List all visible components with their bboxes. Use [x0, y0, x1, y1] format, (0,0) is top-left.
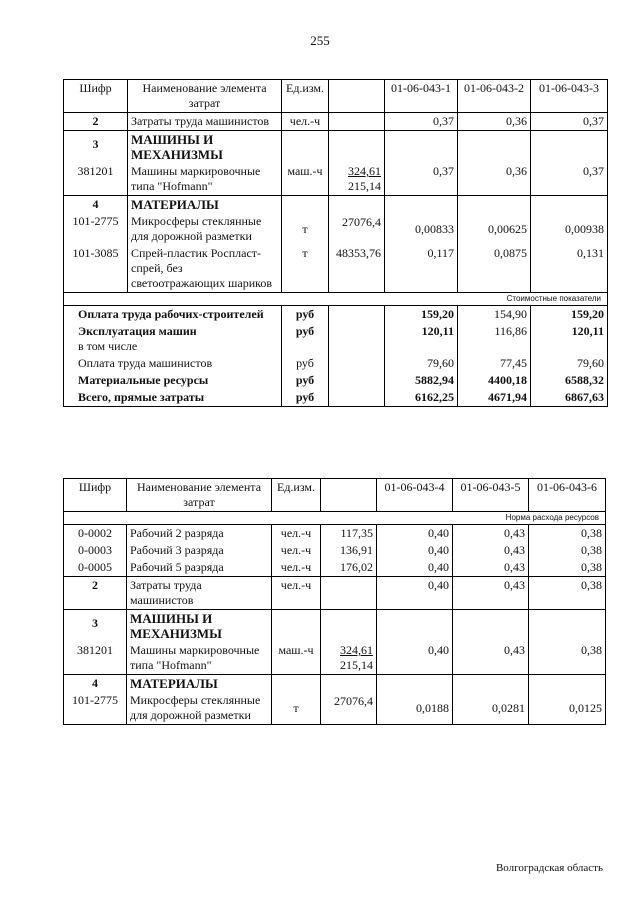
row-value-2: 0,36	[458, 163, 531, 196]
row-unit: т	[282, 213, 329, 245]
row-price	[329, 113, 385, 131]
row-value-3: 0,38	[529, 577, 606, 610]
section-code: 3	[64, 610, 127, 643]
row-value-1: 0,40	[377, 559, 453, 577]
row-unit: чел.-ч	[272, 559, 321, 577]
row-code: 0-0005	[64, 559, 127, 577]
cost-unit: руб	[282, 323, 329, 355]
row-value-2: 0,43	[453, 525, 529, 543]
row-value-2: 0,43	[453, 559, 529, 577]
row-value-2: 0,36	[458, 113, 531, 131]
resource-table-2	[63, 478, 606, 725]
row-code: 0-0003	[64, 542, 127, 559]
row-unit: т	[282, 245, 329, 293]
row-code: 101-3085	[64, 245, 128, 293]
cost-value-1: 79,60	[385, 355, 458, 372]
row-value-1: 0,40	[377, 577, 453, 610]
col-header-code-2: 01-06-043-2	[458, 80, 531, 113]
cost-banner-row	[64, 293, 608, 306]
cost-value-1: 5882,94	[385, 372, 458, 389]
cost-label: Материальные ресурсы	[64, 372, 282, 389]
row-name: Машины маркировочные типа "Hofmann"	[127, 642, 272, 675]
row-value-1: 0,40	[377, 542, 453, 559]
row-code: 381201	[64, 163, 128, 196]
row-value-2: 0,43	[453, 577, 529, 610]
col-header-unit: Ед.изм.	[272, 479, 321, 512]
cost-row	[64, 323, 608, 355]
row-name: Микросферы стеклянные для дорожной разметки	[127, 692, 272, 725]
cost-unit: руб	[282, 306, 329, 324]
row-value-2: 0,00625	[458, 213, 531, 245]
row-unit: чел.-ч	[272, 542, 321, 559]
row-value-1: 0,37	[385, 113, 458, 131]
cost-sublabel: в том числе	[78, 339, 138, 353]
cost-value-3: 6588,32	[531, 372, 608, 389]
price-top: 324,61	[340, 643, 373, 657]
row-code: 0-0002	[64, 525, 127, 543]
row-value-1: 0,40	[377, 642, 453, 675]
row-value-2: 0,0875	[458, 245, 531, 293]
table-header	[64, 479, 606, 512]
price-top: 324,61	[348, 164, 381, 178]
row-name: Затраты труда машинистов	[128, 113, 282, 131]
row-unit: маш.-ч	[272, 642, 321, 675]
section-title: МАТЕРИАЛЫ	[128, 196, 282, 214]
cost-value-2: 4400,18	[458, 372, 531, 389]
cost-value-2: 154,90	[458, 306, 531, 324]
table-row	[64, 525, 606, 543]
cost-value-3: 79,60	[531, 355, 608, 372]
section-machines	[64, 610, 606, 643]
row-unit: маш.-ч	[282, 163, 329, 196]
row-name: Затраты труда машинистов	[127, 577, 272, 610]
row-name: Спрей-пластик Роспласт-спрей, без светоотражающих шариков	[128, 245, 282, 293]
table-row	[64, 245, 608, 293]
row-value-3: 0,37	[531, 113, 608, 131]
row-value-1: 0,00833	[385, 213, 458, 245]
row-code: 2	[64, 113, 128, 131]
price-bottom: 215,14	[340, 658, 373, 672]
table-row	[64, 692, 606, 725]
section-title: МАШИНЫ И МЕХАНИЗМЫ	[127, 610, 272, 643]
cost-row	[64, 306, 608, 324]
row-price: 27076,4	[329, 213, 385, 245]
cost-value-1: 120,11	[385, 323, 458, 355]
col-header-price	[329, 80, 385, 113]
row-value-3: 0,38	[529, 559, 606, 577]
row-name: Рабочий 5 разряда	[127, 559, 272, 577]
cost-value-2: 4671,94	[458, 389, 531, 407]
section-materials	[64, 675, 606, 693]
page-number: 255	[310, 33, 330, 48]
cost-value-3: 120,11	[531, 323, 608, 355]
row-name: Машины маркировочные типа "Hofmann"	[128, 163, 282, 196]
cost-label: Всего, прямые затраты	[64, 389, 282, 407]
cost-row	[64, 355, 608, 372]
row-price: 27076,4	[321, 692, 377, 725]
row-code: 2	[64, 577, 127, 610]
section-title: МАШИНЫ И МЕХАНИЗМЫ	[128, 131, 282, 164]
col-header-name: Наименование элемента затрат	[128, 80, 282, 113]
cost-value-2: 116,86	[458, 323, 531, 355]
footer-region: Волгоградская область	[495, 862, 603, 874]
section-title: МАТЕРИАЛЫ	[127, 675, 272, 693]
col-header-code: Шифр	[64, 80, 128, 113]
cost-row	[64, 372, 608, 389]
table-row	[64, 213, 608, 245]
table-row	[64, 113, 608, 131]
row-value-3: 0,37	[531, 163, 608, 196]
cost-unit: руб	[282, 372, 329, 389]
row-price: 48353,76	[329, 245, 385, 293]
section-machines	[64, 131, 608, 164]
row-value-1: 0,40	[377, 525, 453, 543]
cost-unit: руб	[282, 355, 329, 372]
row-code: 101-2775	[64, 213, 128, 245]
table-row	[64, 642, 606, 675]
table-row	[64, 577, 606, 610]
row-value-1: 0,37	[385, 163, 458, 196]
col-header-code-3: 01-06-043-3	[531, 80, 608, 113]
row-value-3: 0,38	[529, 542, 606, 559]
col-header-code-1: 01-06-043-1	[385, 80, 458, 113]
section-code: 4	[64, 675, 127, 693]
row-value-1: 0,117	[385, 245, 458, 293]
table-row	[64, 559, 606, 577]
cost-label: Эксплуатация машин	[78, 324, 197, 338]
cost-label: Оплата труда рабочих-строителей	[64, 306, 282, 324]
col-header-code-5: 01-06-043-5	[453, 479, 529, 512]
col-header-code-4: 01-06-043-4	[377, 479, 453, 512]
row-price	[321, 642, 377, 675]
resource-table-1	[63, 79, 608, 407]
row-value-2: 0,43	[453, 542, 529, 559]
row-unit: т	[272, 692, 321, 725]
cost-label-cell	[64, 323, 282, 355]
row-code: 381201	[64, 642, 127, 675]
col-header-name: Наименование элемента затрат	[127, 479, 272, 512]
row-value-2: 0,0281	[453, 692, 529, 725]
cost-value-3: 6867,63	[531, 389, 608, 407]
cost-value-1: 159,20	[385, 306, 458, 324]
table-row	[64, 163, 608, 196]
row-unit: чел.-ч	[282, 113, 329, 131]
row-name: Микросферы стеклянные для дорожной разметки	[128, 213, 282, 245]
row-price	[321, 577, 377, 610]
row-price: 117,35	[321, 525, 377, 543]
price-bottom: 215,14	[348, 179, 381, 193]
row-name: Рабочий 2 разряда	[127, 525, 272, 543]
row-unit: чел.-ч	[272, 577, 321, 610]
row-value-3: 0,38	[529, 525, 606, 543]
section-code: 4	[64, 196, 128, 214]
row-value-3: 0,00938	[531, 213, 608, 245]
cost-row	[64, 389, 608, 407]
col-header-price	[321, 479, 377, 512]
cost-value-3: 159,20	[531, 306, 608, 324]
cost-unit: руб	[282, 389, 329, 407]
row-price: 176,02	[321, 559, 377, 577]
row-value-1: 0,0188	[377, 692, 453, 725]
row-value-3: 0,0125	[529, 692, 606, 725]
col-header-unit: Ед.изм.	[282, 80, 329, 113]
cost-value-2: 77,45	[458, 355, 531, 372]
row-name: Рабочий 3 разряда	[127, 542, 272, 559]
row-unit: чел.-ч	[272, 525, 321, 543]
row-code: 101-2775	[64, 692, 127, 725]
cost-value-1: 6162,25	[385, 389, 458, 407]
row-value-3: 0,38	[529, 642, 606, 675]
cost-banner: Стоимостные показатели	[64, 293, 608, 306]
row-price: 136,91	[321, 542, 377, 559]
col-header-code-6: 01-06-043-6	[529, 479, 606, 512]
row-price	[329, 163, 385, 196]
cost-label: Оплата труда машинистов	[64, 355, 282, 372]
col-header-code: Шифр	[64, 479, 127, 512]
table-header	[64, 80, 608, 113]
table-row	[64, 542, 606, 559]
row-value-3: 0,131	[531, 245, 608, 293]
section-materials	[64, 196, 608, 214]
section-code: 3	[64, 131, 128, 164]
norm-banner: Норма расхода ресурсов	[64, 512, 606, 525]
norm-banner-row	[64, 512, 606, 525]
row-value-2: 0,43	[453, 642, 529, 675]
